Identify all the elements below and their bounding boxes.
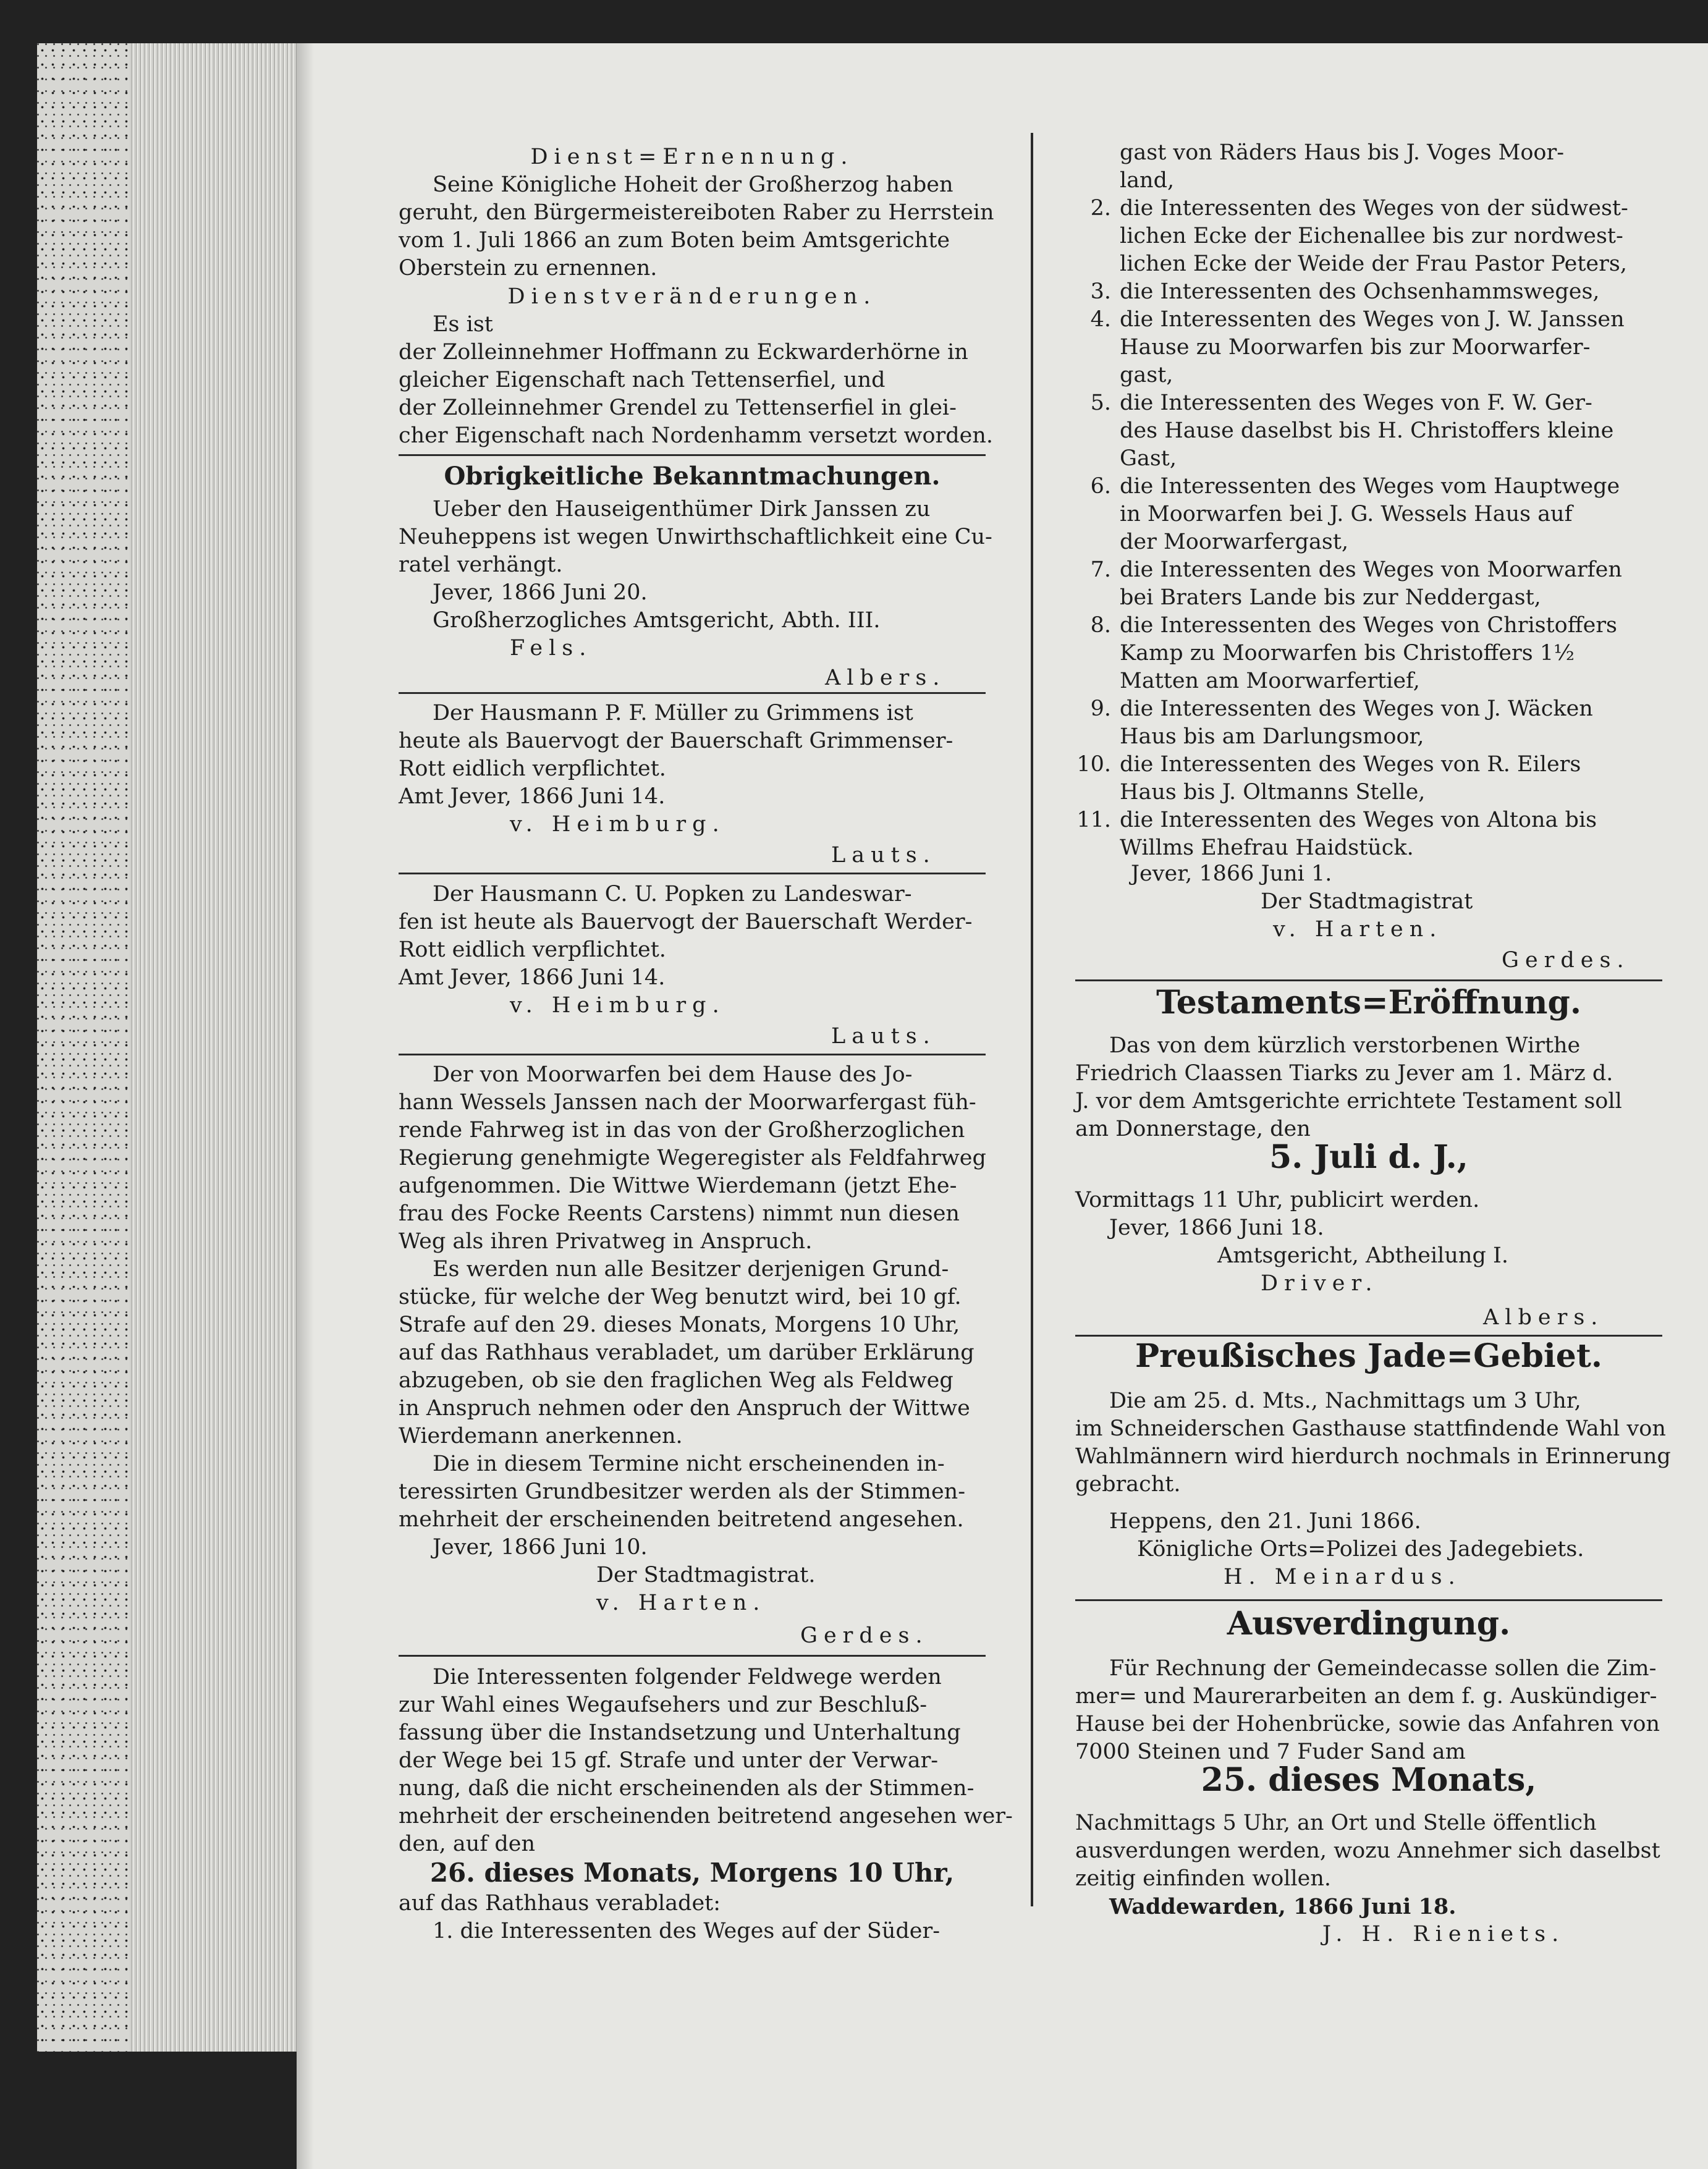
text-line: abzugeben, ob sie den fraglichen Weg als Feldweg <box>399 1368 953 1393</box>
list-text: land, <box>1120 168 1175 193</box>
opening-date: 5. Juli d. J., <box>1269 1138 1468 1176</box>
signature: v. Harten. <box>596 1591 766 1615</box>
text-line: ausverdungen werden, wozu Annehmer sich daselbst <box>1075 1838 1660 1863</box>
signature: Albers. <box>825 666 946 690</box>
signature: v. Harten. <box>1273 917 1443 942</box>
text-line: der Wege bei 15 gf. Strafe und unter der Verwar- <box>399 1748 939 1773</box>
ausv-heading: Ausverdingung. <box>1227 1605 1511 1643</box>
list-text: der Moorwarfergast, <box>1120 530 1349 554</box>
obrig-heading: Obrigkeitliche Bekanntmachungen. <box>444 462 941 491</box>
list-line <box>1075 556 1622 584</box>
speckled-cover-board <box>37 43 130 2052</box>
list-line <box>1075 612 1617 640</box>
list-number: 8. <box>1090 613 1111 638</box>
section-rule <box>399 454 986 456</box>
text-line: zur Wahl eines Wegaufsehers und zur Beschluß- <box>399 1693 928 1717</box>
list-line <box>1075 473 1620 501</box>
list-text: bei Braters Lande bis zur Neddergast, <box>1120 585 1541 610</box>
text-line: auf das Rathhaus verabladet, um darüber Erklärung <box>399 1340 974 1365</box>
text-line: geruht, den Bürgermeistereiboten Raber zu Herrstein <box>399 200 994 225</box>
jade-heading: Preußisches Jade=Gebiet. <box>1135 1337 1602 1375</box>
list-number: 7. <box>1090 557 1111 582</box>
text-line: Die Interessenten folgender Feldwege werden <box>433 1665 942 1689</box>
list-number: 4. <box>1090 307 1111 332</box>
meeting-date: 26. dieses Monats, Morgens 10 Uhr, <box>429 1858 955 1888</box>
signature: v. Heimburg. <box>510 993 725 1018</box>
testament-heading: Testaments=Eröffnung. <box>1156 984 1581 1021</box>
text-line: Der Hausmann P. F. Müller zu Grimmens ist <box>433 701 913 725</box>
signature: v. Heimburg. <box>510 812 725 837</box>
text-line: nung, daß die nicht erscheinenden als der Stimmen- <box>399 1776 974 1801</box>
text-line: stücke, für welche der Weg benutzt wird, bei 10 gf. <box>399 1285 962 1309</box>
signature: Gerdes. <box>1502 948 1630 973</box>
list-line <box>1075 222 1623 250</box>
date-line: Jever, 1866 Juni 10. <box>433 1535 648 1560</box>
list-line <box>1075 806 1597 834</box>
text-line: Die am 25. d. Mts., Nachmittags um 3 Uhr, <box>1109 1389 1581 1413</box>
signature: Gerdes. <box>800 1623 929 1648</box>
signature: Lauts. <box>831 843 936 868</box>
text-line: Hause bei der Hohenbrücke, sowie das Anfahren von <box>1075 1712 1660 1736</box>
text-line: mehrheit der erscheinenden beitretend angesehen wer- <box>399 1804 1013 1829</box>
text-line: Neuheppens ist wegen Unwirthschaftlichkeit eine Cu- <box>399 525 992 549</box>
list-text: Willms Ehefrau Haidstück. <box>1120 835 1414 860</box>
section-rule <box>399 873 986 874</box>
column-divider <box>1031 133 1033 1906</box>
list-text: Gast, <box>1120 446 1177 471</box>
text-line: Rott eidlich verpflichtet. <box>399 937 666 962</box>
list-number: 3. <box>1090 279 1111 304</box>
list-text: gast, <box>1120 363 1173 387</box>
text-line: im Schneiderschen Gasthause stattfindende Wahl von <box>1075 1416 1666 1441</box>
signature: J. H. Rieniets. <box>1322 1922 1565 1947</box>
date-line: Jever, 1866 Juni 1. <box>1131 861 1332 886</box>
text-line: Friedrich Claassen Tiarks zu Jever am 1. März d. <box>1075 1061 1613 1086</box>
date-line: Amt Jever, 1866 Juni 14. <box>399 784 666 809</box>
veraend-heading: Dienstveränderungen. <box>507 284 877 309</box>
text-line: 7000 Steinen und 7 Fuder Sand am <box>1075 1740 1466 1764</box>
list-number: 5. <box>1090 391 1111 415</box>
authority-line: Großherzogliches Amtsgericht, Abth. III. <box>433 608 881 633</box>
date-line: Jever, 1866 Juni 20. <box>433 580 648 605</box>
text-line: auf das Rathhaus verabladet: <box>399 1891 721 1916</box>
text-line: Strafe auf den 29. dieses Monats, Morgens 10 Uhr, <box>399 1313 960 1337</box>
list-number: 9. <box>1090 696 1111 721</box>
list-line <box>1075 362 1173 389</box>
signature: H. Meinardus. <box>1224 1565 1461 1589</box>
text-line: der Zolleinnehmer Hoffmann zu Eckwarderhörne in <box>399 340 968 365</box>
authority-line: Der Stadtmagistrat. <box>596 1563 816 1588</box>
list-line <box>1075 167 1174 195</box>
list-text: die Interessenten des Weges von R. Eilers <box>1120 752 1581 777</box>
list-text: lichen Ecke der Eichenallee bis zur nordwest- <box>1120 224 1623 248</box>
text-line: Oberstein zu ernennen. <box>399 256 657 281</box>
text-line: Ueber den Hauseigenthümer Dirk Janssen zu <box>433 497 931 522</box>
section-rule <box>399 692 986 694</box>
contract-date: 25. dieses Monats, <box>1201 1761 1537 1799</box>
text-line: hann Wessels Janssen nach der Moorwarfergast füh- <box>399 1090 976 1115</box>
text-line: zeitig einfinden wollen. <box>1075 1866 1332 1891</box>
text-line: Für Rechnung der Gemeindecasse sollen die Zim- <box>1109 1656 1657 1681</box>
list-line <box>1075 195 1628 222</box>
text-line: Wierdemann anerkennen. <box>399 1424 683 1448</box>
section-rule <box>1075 1599 1662 1601</box>
page-block-edge <box>130 43 297 2052</box>
text-line: Rott eidlich verpflichtet. <box>399 756 666 781</box>
list-text: lichen Ecke der Weide der Frau Pastor Peters, <box>1120 252 1627 276</box>
text-line: gleicher Eigenschaft nach Tettenserfiel, und <box>399 368 886 392</box>
section-rule <box>399 1655 986 1657</box>
list-line <box>1075 834 1414 862</box>
authority-line: Der Stadtmagistrat <box>1261 889 1473 914</box>
text-line: Regierung genehmigte Wegeregister als Feldfahrweg <box>399 1146 986 1170</box>
section-rule <box>399 1054 986 1055</box>
signature: Albers. <box>1483 1305 1604 1330</box>
list-text: Kamp zu Moorwarfen bis Christoffers 1½ <box>1120 641 1575 666</box>
signature: Fels. <box>510 636 593 661</box>
list-number: 11. <box>1076 808 1111 832</box>
date-line: Amt Jever, 1866 Juni 14. <box>399 965 666 990</box>
list-line <box>1075 779 1425 806</box>
list-text: Haus bis J. Oltmanns Stelle, <box>1120 780 1426 805</box>
text-line: Vormittags 11 Uhr, publicirt werden. <box>1075 1188 1480 1212</box>
list-line <box>1075 445 1177 473</box>
text-line: vom 1. Juli 1866 an zum Boten beim Amtsgerichte <box>399 228 950 253</box>
text-line: in Anspruch nehmen oder den Anspruch der Wittwe <box>399 1396 970 1421</box>
list-line <box>1075 250 1627 278</box>
list-text: die Interessenten des Weges von F. W. Ger- <box>1120 391 1592 415</box>
text-line: am Donnerstage, den <box>1075 1117 1311 1141</box>
list-text: Haus bis am Darlungsmoor, <box>1120 724 1424 749</box>
text-line: rende Fahrweg ist in das von der Großherzoglichen <box>399 1118 965 1143</box>
text-line: fassung über die Instandsetzung und Unterhaltung <box>399 1720 961 1745</box>
text-line: Der Hausmann C. U. Popken zu Landeswar- <box>433 882 912 907</box>
text-line: der Zolleinnehmer Grendel zu Tettenserfiel in glei- <box>399 395 957 420</box>
list-line <box>1075 389 1592 417</box>
list-line <box>1075 695 1593 723</box>
list-line <box>1075 417 1613 445</box>
list-line <box>1075 334 1590 362</box>
text-line: frau des Focke Reents Carstens) nimmt nun diesen <box>399 1201 960 1226</box>
list-number: 2. <box>1090 196 1111 221</box>
list-line <box>1075 640 1575 667</box>
list-text: die Interessenten des Weges von J. Wäcken <box>1120 696 1593 721</box>
list-text: Matten am Moorwarfertief, <box>1120 669 1420 693</box>
authority-line: Amtsgericht, Abtheilung I. <box>1217 1243 1508 1268</box>
list-text: die Interessenten des Weges von der südwest- <box>1120 196 1628 221</box>
text-line: 1. die Interessenten des Weges auf der Süder- <box>433 1919 941 1943</box>
text-line: teressirten Grundbesitzer werden als der Stimmen- <box>399 1479 966 1504</box>
text-line: Der von Moorwarfen bei dem Hause des Jo- <box>433 1062 913 1087</box>
text-line: Weg als ihren Privatweg in Anspruch. <box>399 1229 813 1254</box>
date-line: Jever, 1866 Juni 18. <box>1109 1216 1324 1240</box>
section-rule <box>1075 979 1662 981</box>
signature: Lauts. <box>831 1024 936 1049</box>
text-line: Seine Königliche Hoheit der Großherzog haben <box>433 172 953 197</box>
text-line: mehrheit der erscheinenden beitretend angesehen. <box>399 1507 964 1532</box>
list-line <box>1075 723 1424 751</box>
text-line: cher Eigenschaft nach Nordenhamm versetzt worden. <box>399 423 994 448</box>
list-line <box>1075 139 1564 167</box>
list-text: die Interessenten des Weges von Altona bis <box>1120 808 1597 832</box>
list-line <box>1075 278 1600 306</box>
list-line <box>1075 584 1541 612</box>
list-line <box>1075 501 1573 528</box>
list-text: die Interessenten des Ochsenhammsweges, <box>1120 279 1600 304</box>
text-line: ratel verhängt. <box>399 552 563 577</box>
text-line: fen ist heute als Bauervogt der Bauerschaft Werder- <box>399 910 973 934</box>
list-text: Hause zu Moorwarfen bis zur Moorwarfer- <box>1120 335 1591 360</box>
text-line: Die in diesem Termine nicht erscheinenden in- <box>433 1452 945 1476</box>
list-number: 10. <box>1076 752 1111 777</box>
text-line: aufgenommen. Die Wittwe Wierdemann (jetzt Ehe- <box>399 1173 957 1198</box>
gutter-shadow <box>297 43 314 2169</box>
text-line: Das von dem kürzlich verstorbenen Wirthe <box>1109 1033 1581 1058</box>
text-line: Es ist <box>433 312 493 337</box>
text-line: Nachmittags 5 Uhr, an Ort und Stelle öffentlich <box>1075 1811 1597 1835</box>
dienst-heading: Dienst=Ernennung. <box>530 145 854 169</box>
authority-line: Königliche Orts=Polizei des Jadegebiets. <box>1137 1537 1584 1562</box>
text-line: gebracht. <box>1075 1472 1181 1497</box>
text-line: heute als Bauervogt der Bauerschaft Grimmenser- <box>399 729 953 753</box>
list-text: gast von Räders Haus bis J. Voges Moor- <box>1120 140 1565 165</box>
section-rule <box>1075 1335 1662 1337</box>
list-line <box>1075 306 1625 334</box>
list-text: die Interessenten des Weges vom Hauptwege <box>1120 474 1620 499</box>
list-line <box>1075 667 1420 695</box>
list-line <box>1075 528 1348 556</box>
text-line: Wahlmännern wird hierdurch nochmals in Erinnerung <box>1075 1444 1671 1469</box>
list-number: 6. <box>1090 474 1111 499</box>
text-line: Es werden nun alle Besitzer derjenigen Grund- <box>433 1257 949 1282</box>
list-text: die Interessenten des Weges von J. W. Janssen <box>1120 307 1625 332</box>
list-text: die Interessenten des Weges von Moorwarfen <box>1120 557 1622 582</box>
list-line <box>1075 751 1581 779</box>
list-text: die Interessenten des Weges von Christoffers <box>1120 613 1618 638</box>
signature: Driver. <box>1261 1271 1379 1296</box>
text-line: mer= und Maurerarbeiten an dem f. g. Auskündiger- <box>1075 1684 1657 1709</box>
text-line: J. vor dem Amtsgerichte errichtete Testament soll <box>1075 1089 1622 1114</box>
date-line: Waddewarden, 1866 Juni 18. <box>1109 1894 1456 1919</box>
list-text: in Moorwarfen bei J. G. Wessels Haus auf <box>1120 502 1573 526</box>
date-line: Heppens, den 21. Juni 1866. <box>1109 1509 1421 1534</box>
list-text: des Hause daselbst bis H. Christoffers kleine <box>1120 418 1614 443</box>
text-line: den, auf den <box>399 1832 536 1856</box>
